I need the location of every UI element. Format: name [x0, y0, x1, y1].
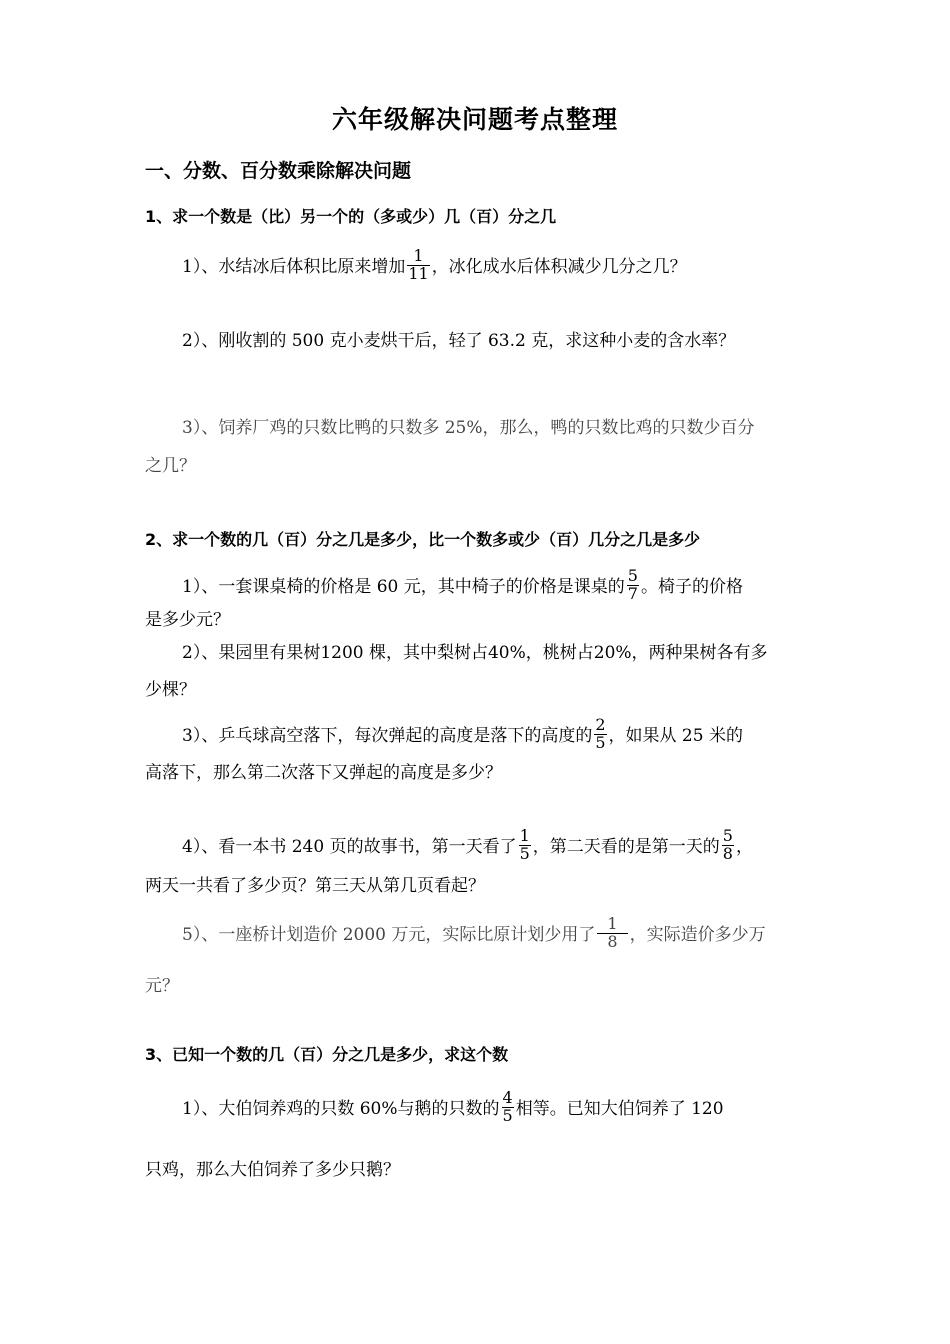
question-2-4: 4）、看一本书 240 页的故事书，第一天看了 $\frac{1}{5}$ ，第二天看的是第一天的 $\frac{5}{8}$ ，	[182, 826, 753, 863]
fraction: $\frac{4}{5}$	[502, 1088, 513, 1125]
subsection-heading-1: 1、求一个数是（比）另一个的（多或少）几（百）分之几	[145, 207, 557, 226]
section-heading: 一、分数、百分数乘除解决问题	[145, 160, 412, 182]
question-2-3: 3）、乒乓球高空落下，每次弹起的高度是落下的高度的 $\frac{2}{5}$ ，如果从 25 米的	[182, 715, 743, 752]
question-2-5: 5）、一座桥计划造价 2000 万元，实际比原计划少用了 $\frac{1}{8}$ ，实际造价多少万	[182, 914, 766, 951]
question-2-4-line2: 两天一共看了多少页？第三天从第几页看起？	[145, 876, 485, 896]
question-2-5-line2: 元？	[145, 976, 179, 996]
subsection-heading-3: 3、已知一个数的几（百）分之几是多少，求这个数	[145, 1045, 509, 1064]
question-1-1: 1）、水结冰后体积比原来增加 $\frac{1}{11}$ ，冰化成水后体积减少几分之几？	[182, 246, 687, 283]
question-2-1: 1）、一套课桌椅的价格是 60 元，其中椅子的价格是课桌的 $\frac{5}{7}$ 。椅子的价格	[182, 566, 743, 603]
fraction: $\frac{2}{5}$	[595, 715, 606, 752]
question-2-1-line2: 是多少元？	[145, 610, 230, 630]
question-3-1: 1）、大伯饲养鸡的只数 60%与鹅的只数的 $\frac{4}{5}$ 相等。已知大伯饲养了 120	[182, 1088, 724, 1125]
fraction: $\frac{1}{11}$	[408, 246, 429, 283]
fraction: $\frac{5}{8}$	[722, 826, 733, 863]
question-1-3-line1: 3）、饲养厂鸡的只数比鸭的只数多 25%，那么，鸭的只数比鸡的只数少百分	[182, 418, 755, 438]
fraction: $\frac{1}{8}$	[597, 916, 627, 951]
question-2-2-line2: 少棵？	[145, 680, 196, 700]
page-title: 六年级解决问题考点整理	[331, 105, 618, 134]
subsection-heading-2: 2、求一个数的几（百）分之几是多少，比一个数多或少（百）几分之几是多少	[145, 530, 701, 549]
question-3-1-line2: 只鸡，那么大伯饲养了多少只鹅？	[145, 1160, 400, 1180]
question-1-3-line2: 之几？	[145, 456, 196, 476]
question-1-2: 2）、刚收割的 500 克小麦烘干后，轻了 63.2 克，求这种小麦的含水率？	[182, 331, 736, 351]
fraction: $\frac{1}{5}$	[519, 826, 530, 863]
fraction: $\frac{5}{7}$	[627, 566, 638, 603]
question-2-3-line2: 高落下，那么第二次落下又弹起的高度是多少？	[145, 763, 502, 783]
question-2-2-line1: 2）、果园里有果树1200 棵，其中梨树占40%，桃树占20%，两种果树各有多	[182, 643, 768, 663]
